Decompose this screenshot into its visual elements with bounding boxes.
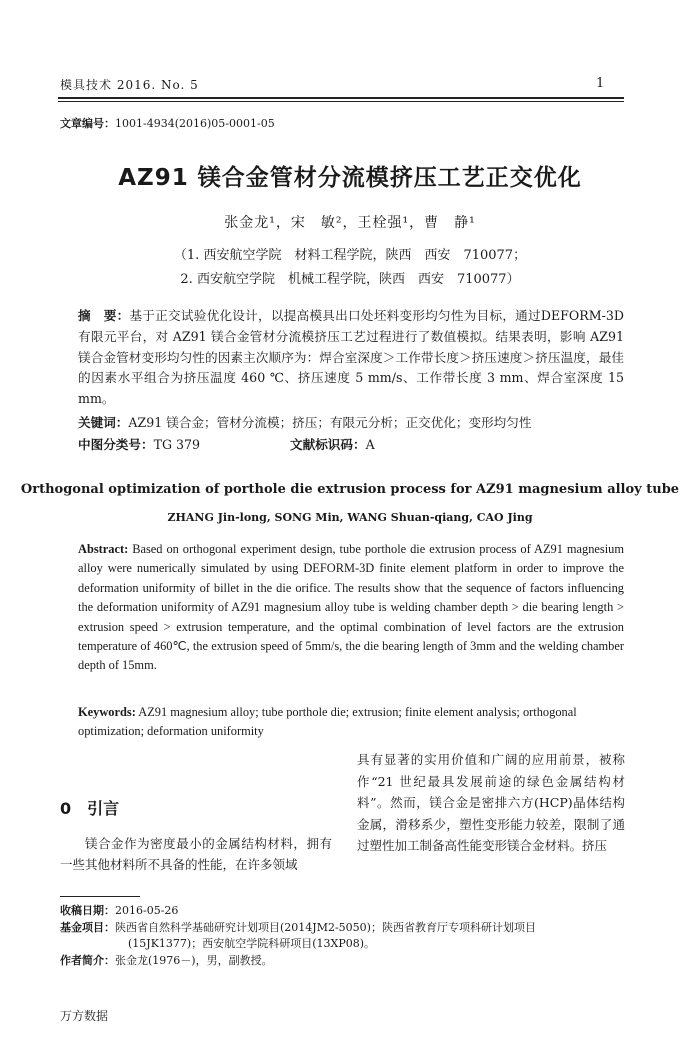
title-english: Orthogonal optimization of porthole die extrusion process for AZ91 magnesium alloy tube bbox=[20, 482, 680, 497]
footnotes bbox=[60, 903, 630, 969]
article-number-value: 1001-4934(2016)05-0001-05 bbox=[115, 117, 275, 130]
document-code-value: A bbox=[365, 437, 375, 452]
title-chinese: AZ91 镁合金管材分流模挤压工艺正交优化 bbox=[118, 165, 582, 191]
received-date bbox=[60, 903, 630, 920]
fund-project-value: 陕西省自然科学基础研究计划项目(2014JM2-5050)；陕西省教育厅专项科研计划项目 bbox=[115, 920, 536, 934]
document-code-label: 文献标识码： bbox=[290, 437, 366, 452]
received-date-label: 收稿日期： bbox=[60, 904, 115, 917]
document-code bbox=[290, 434, 375, 453]
authors-english: ZHANG Jin-long, SONG Min, WANG Shuan-qiang, CAO Jing bbox=[167, 511, 533, 524]
body-text-right-column: 具有显著的实用价值和广阔的应用前景，被称作“21 世纪最具发展前途的绿色金属结构材料”。然而，镁合金是密排六方(HCP)晶体结构金属，滑移系少，塑性变形能力较差，限制了通过塑性加工制备高性能变形镁合金材料。挤压 bbox=[357, 752, 625, 854]
journal-header: 模具技术 2016. No. 5 bbox=[60, 78, 199, 92]
header-rule bbox=[58, 97, 624, 99]
abstract-english-label: Abstract: bbox=[78, 542, 129, 556]
classification-value: TG 379 bbox=[153, 437, 201, 452]
keywords-english-label: Keywords: bbox=[78, 705, 136, 719]
keywords-english bbox=[78, 703, 624, 742]
keywords-chinese bbox=[78, 412, 531, 431]
watermark-text: 万方数据 bbox=[60, 1009, 109, 1023]
received-date-value: 2016-05-26 bbox=[115, 904, 179, 917]
keywords-chinese-label: 关键词： bbox=[78, 415, 129, 430]
section-heading: 0 引言 bbox=[60, 799, 120, 818]
classification-label: 中图分类号： bbox=[78, 437, 154, 452]
abstract-chinese-text: 基于正交试验优化设计，以提高模具出口处坯料变形均匀性为目标，通过DEFORM-3D 有限元平台，对 AZ91 镁合金管材分流模挤压工艺过程进行了数值模拟。结果表明，影响 AZ91 镁合金管材变形均匀性的因素主次顺序为：焊合室深度＞工作带长度＞挤压速度＞挤压温度，最佳的因素水平组合为挤压温度 460 ℃、挤压速度 5 mm/s、工作带长度 3 mm、焊合室深度 15 mm。 bbox=[78, 308, 624, 407]
author-bio-value: 张金龙(1976－)，男，副教授。 bbox=[115, 953, 273, 967]
footnote-rule bbox=[60, 896, 140, 897]
affiliation-2: 2. 西安航空学院 机械工程学院，陕西 西安 710077） bbox=[180, 272, 520, 287]
fund-project-label: 基金项目： bbox=[60, 920, 115, 934]
abstract-english-text: Based on orthogonal experiment design, tube porthole die extrusion process of AZ91 magnesium alloy were numerically simulated by using DEFORM-3D finite element platform in order to improve the deformation uniformity of billet in the die orifice. The results show that the sequence of factors influencing the deformation uniformity of AZ91 magnesium alloy tube is welding chamber depth > die bearing length > extrusion speed > extrusion temperature, and the optimal combination of level factors are the extrusion temperature of 460℃, the extrusion speed of 5mm/s, the die bearing length of 3mm and the welding chamber depth of 15mm. bbox=[78, 542, 624, 673]
fund-project bbox=[60, 920, 630, 937]
abstract-chinese-label: 摘 要： bbox=[78, 308, 130, 323]
page-number: 1 bbox=[596, 76, 605, 91]
article-number bbox=[60, 115, 275, 131]
keywords-chinese-text: AZ91 镁合金；管材分流模；挤压；有限元分析；正交优化；变形均匀性 bbox=[128, 415, 532, 430]
classification-number bbox=[78, 434, 200, 453]
author-bio bbox=[60, 953, 630, 970]
header-rule-thin bbox=[58, 101, 624, 102]
keywords-english-text: AZ91 magnesium alloy; tube porthole die; extrusion; finite element analysis; orthogonal optimization; deformation uniformity bbox=[78, 705, 577, 739]
authors-chinese: 张金龙¹，宋 敏²，王栓强¹，曹 静¹ bbox=[224, 215, 476, 231]
body-text-left-column: 镁合金作为密度最小的金属结构材料，拥有一些其他材料所不具备的性能，在许多领域 bbox=[60, 836, 332, 872]
author-bio-label: 作者简介： bbox=[60, 953, 115, 967]
affiliation-1: （1. 西安航空学院 材料工程学院，陕西 西安 710077； bbox=[173, 248, 527, 263]
article-number-label: 文章编号： bbox=[60, 117, 115, 130]
abstract-english bbox=[78, 540, 624, 676]
fund-project-continued: (15JK1377)；西安航空学院科研项目(13XP08)。 bbox=[128, 937, 376, 950]
abstract-chinese bbox=[78, 306, 624, 410]
